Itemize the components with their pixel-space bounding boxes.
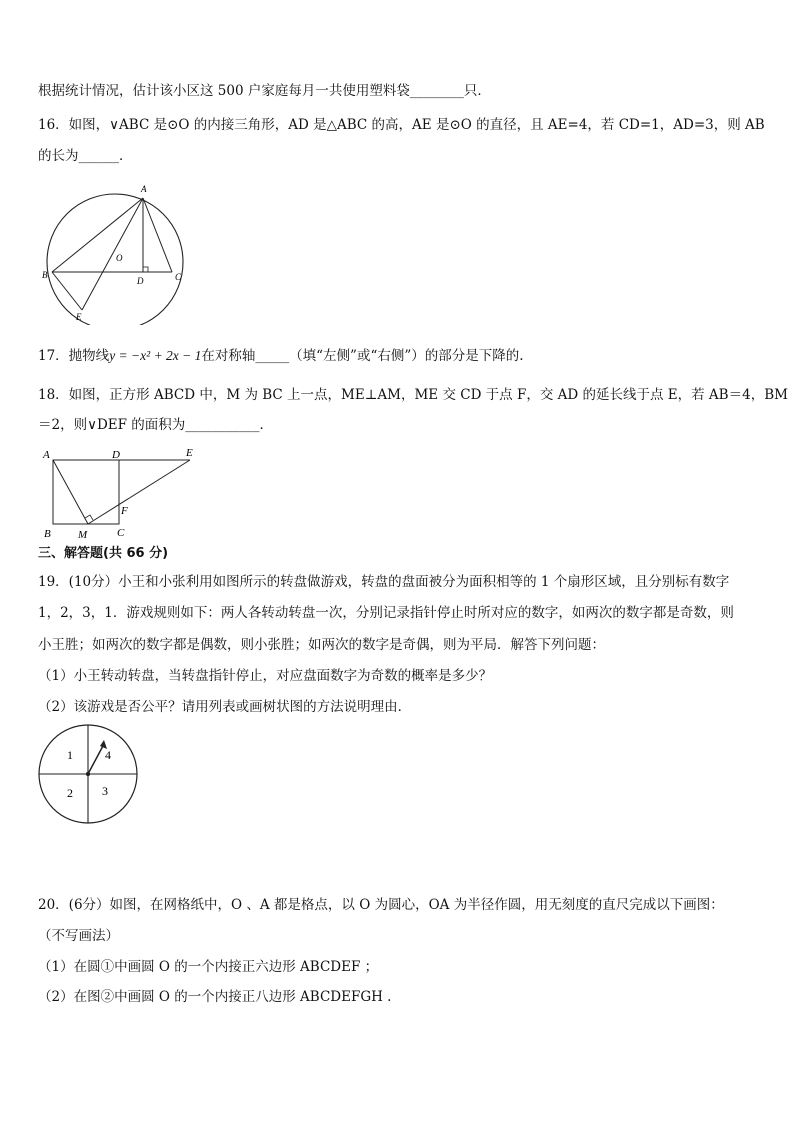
question-20-part-1: （1）在圆①中画圆 O 的一个内接正六边形 ABCDEF ；: [38, 959, 379, 975]
label-d: D: [112, 449, 120, 461]
question-18-line-2: ＝2，则∨DEF 的面积为___________．: [38, 417, 274, 433]
continuation-line: 根据统计情况，估计该小区这 500 户家庭每月一共使用塑料袋________只．: [38, 83, 491, 99]
label-b: B: [44, 528, 51, 540]
pointer-pivot: [86, 772, 90, 776]
figure-18-square-diagram: [38, 444, 208, 540]
sector-1-number: 1: [67, 748, 73, 762]
label-c: C: [117, 527, 125, 539]
label-b: B: [42, 270, 48, 280]
question-17-suffix: 在对称轴_____（填“左侧”或“右侧”）的部分是下降的.: [201, 348, 524, 364]
question-19-line-1: 19．(10分）小王和小张利用如图所示的转盘做游戏，转盘的盘面被分为面积相等的 1 个扇形区域，且分别标有数字: [38, 574, 730, 590]
question-17-formula: y = −x² + 2x − 1: [109, 348, 202, 363]
spinner-figure: [36, 722, 140, 826]
label-c: C: [175, 272, 182, 282]
question-20-part-2: （2）在图②中画圆 O 的一个内接正八边形 ABCDEFGH .: [38, 989, 392, 1005]
question-17-prefix: 17．抛物线: [38, 348, 110, 364]
question-18-line-1: 18．如图，正方形 ABCD 中，M 为 BC 上一点，ME⊥AM，ME 交 CD 于点 F，交 AD 的延长线于点 E，若 AB＝4，BM: [38, 387, 788, 403]
figure-16-circle-diagram: [38, 180, 198, 325]
label-f: F: [121, 505, 128, 517]
question-16-line-2: 的长为______．: [38, 148, 133, 164]
label-o: O: [116, 253, 123, 263]
question-19-line-3: 小王胜；如两次的数字都是偶数，则小张胜；如两次的数字是奇偶，则为平局．解答下列问题：: [38, 637, 605, 653]
segment-ab: [52, 198, 143, 272]
right-angle-mark: [143, 267, 148, 272]
label-e: E: [186, 447, 193, 459]
right-angle-mark: [85, 515, 93, 520]
section-heading: 三、解答题(共 66 分): [38, 546, 169, 561]
question-20-line-1: 20．(6分）如图，在网格纸中，O 、A 都是格点，以 O 为圆心，OA 为半径作圆，用无刻度的直尺完成以下画图：: [38, 897, 724, 913]
label-a: A: [141, 184, 147, 194]
question-16-line-1: 16．如图，∨ABC 是⊙O 的内接三角形，AD 是△ABC 的高，AE 是⊙O 的直径，且 AE=4，若 CD=1，AD=3，则 AB: [38, 117, 765, 133]
square-abcd: [53, 460, 119, 524]
segment-ae: [82, 198, 143, 310]
sector-3-number: 3: [102, 784, 108, 798]
spinner-pointer: [88, 744, 104, 774]
segment-me: [88, 460, 190, 524]
label-m: M: [78, 529, 88, 540]
segment-am: [53, 460, 88, 524]
question-19-line-2: 1，2，3，1．游戏规则如下：两人各转动转盘一次，分别记录指针停止时所对应的数字，如两次的数字都是奇数，则: [38, 605, 734, 621]
label-a: A: [43, 449, 50, 461]
label-d: D: [137, 276, 144, 286]
question-19-part-2: （2）该游戏是否公平？请用列表或画树状图的方法说明理由．: [38, 699, 412, 715]
segment-be: [52, 272, 82, 310]
sector-2-number: 2: [67, 786, 73, 800]
label-e: E: [76, 312, 82, 322]
question-20-line-2: （不写画法）: [38, 928, 119, 944]
sector-4-number: 4: [105, 748, 111, 762]
question-17-line: [38, 347, 524, 365]
question-19-part-1: （1）小王转动转盘，当转盘指针停止，对应盘面数字为奇数的概率是多少？: [38, 668, 493, 684]
